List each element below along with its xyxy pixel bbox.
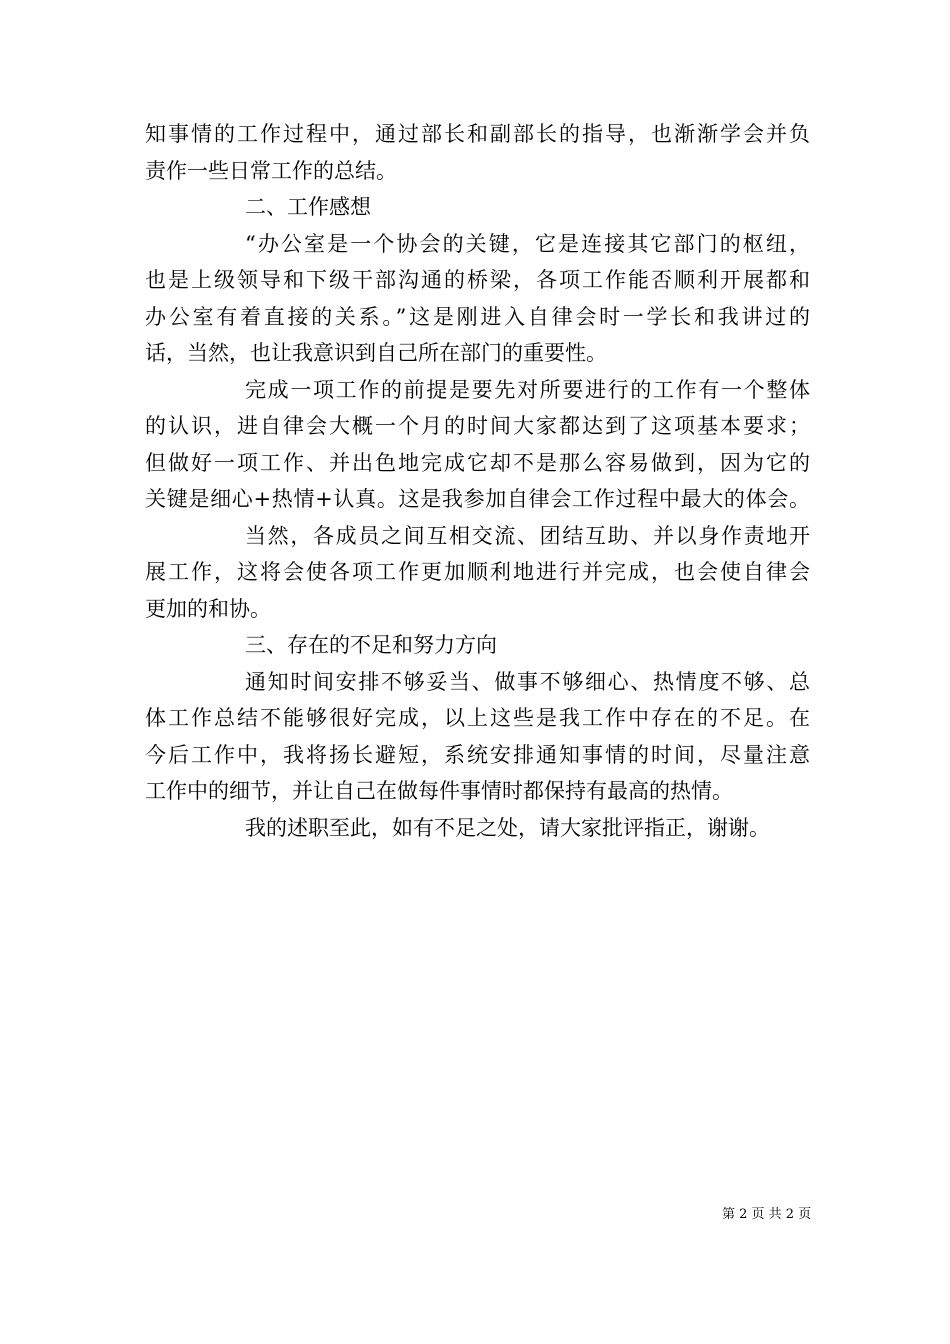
text-line: 知事情的工作过程中，通过部长和副部长的指导，也渐渐学会并负 bbox=[145, 122, 810, 146]
section-heading: 二、工作感想 bbox=[245, 195, 371, 219]
text-line: “办公室是一个协会的关键，它是连接其它部门的枢纽， bbox=[245, 231, 810, 256]
text-line: 今后工作中，我将扬长避短，系统安排通知事情的时间，尽量注意 bbox=[145, 742, 810, 767]
text-line: 我的述职至此，如有不足之处，请大家批评指正，谢谢。 bbox=[245, 815, 770, 840]
text-line: 通知时间安排不够妥当、做事不够细心、热情度不够、总 bbox=[245, 669, 810, 694]
section-heading: 三、存在的不足和努力方向 bbox=[245, 633, 497, 657]
document-body bbox=[145, 116, 810, 846]
text-line: 话，当然，也让我意识到自己所在部门的重要性。 bbox=[145, 341, 607, 365]
text-line: 展工作，这将会使各项工作更加顺利地进行并完成，也会使自律会 bbox=[145, 560, 810, 584]
text-line: 完成一项工作的前提是要先对所要进行的工作有一个整体 bbox=[245, 377, 810, 402]
text-line: 关键是细心+热情+认真。这是我参加自律会工作过程中最大的体会。 bbox=[145, 487, 810, 511]
text-line: 工作中的细节，并让自己在做每件事情时都保持有最高的热情。 bbox=[145, 779, 733, 803]
text-line: 更加的和协。 bbox=[145, 596, 271, 621]
text-line: 但做好一项工作、并出色地完成它却不是那么容易做到，因为它的 bbox=[145, 450, 810, 475]
text-line: 也是上级领导和下级干部沟通的桥梁，各项工作能否顺利开展都和 bbox=[145, 268, 810, 292]
page-number: 第 2 页 共 2 页 bbox=[722, 1207, 812, 1222]
text-line: 办公室有着直接的关系。”这是刚进入自律会时一学长和我讲过的 bbox=[145, 304, 810, 329]
text-line: 的认识，进自律会大概一个月的时间大家都达到了这项基本要求； bbox=[145, 414, 810, 438]
text-line: 责作一些日常工作的总结。 bbox=[145, 158, 397, 183]
text-line: 体工作总结不能够很好完成，以上这些是我工作中存在的不足。在 bbox=[145, 706, 810, 730]
text-line: 当然，各成员之间互相交流、团结互助、并以身作责地开 bbox=[245, 523, 810, 548]
